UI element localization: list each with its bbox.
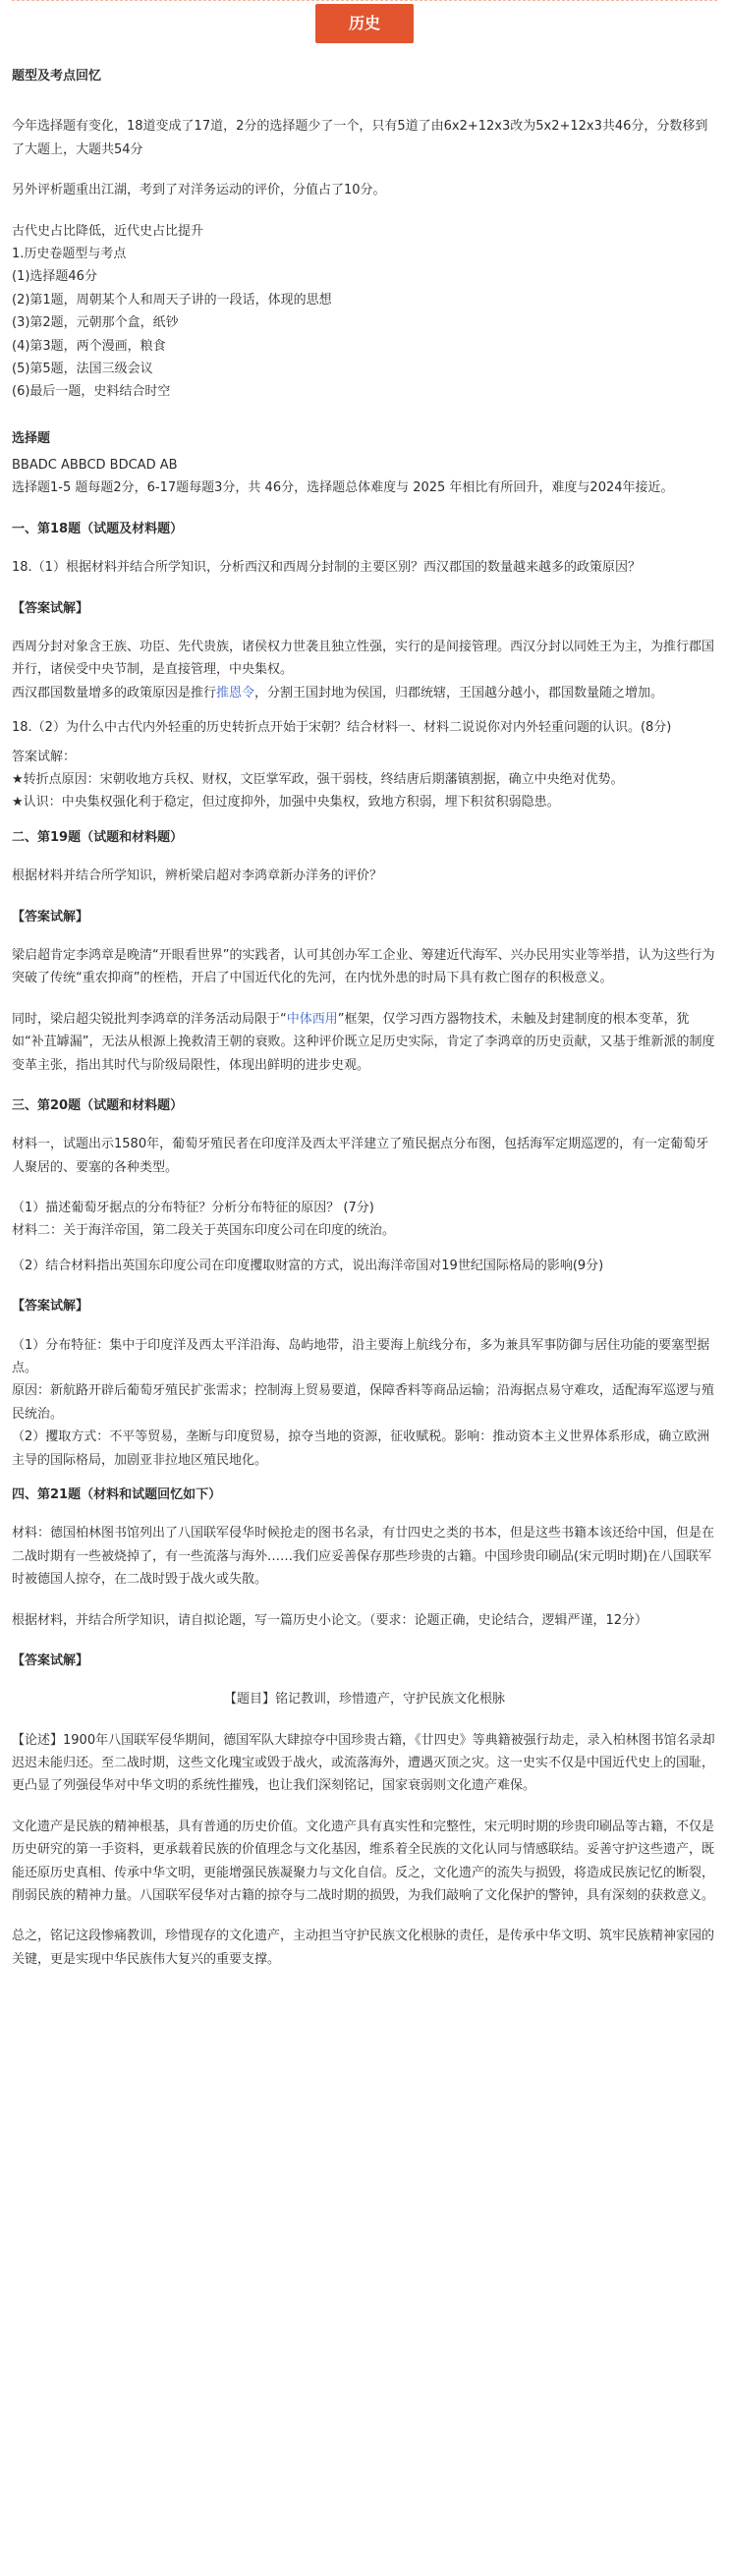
q20-material-2: 材料二：关于海洋帝国，第二段关于英国东印度公司在印度的统治。 <box>12 1223 396 1239</box>
essay-paragraph-2: 文化遗产是民族的精神根基，具有普通的历史价值。文化遗产具有真实性和完整性，宋元明时期的珍贵印刷品等古籍，不仅是历史研究的第一手资料，更承载着民族的价值理念与文化基因，维系着全民族的文化认同与情感联结。妥善守护这些遗产，既能还原历史真相、传承中华文明，更能增强民族凝聚力与文化自信。反之，文化遗产的流失与损毁，将造成民族记忆的断裂，削弱民族的精神力量。八国联军侵华对古籍的掠夺与二战时期的损毁，为我们敲响了文化保护的警钟，具有深刻的获救意义。 <box>12 1819 715 1904</box>
q20-answer-label: 【答案试解】 <box>12 1299 89 1315</box>
q19-answer-label: 【答案试解】 <box>12 909 89 924</box>
q21-answer-label: 【答案试解】 <box>12 1652 89 1668</box>
q18-answer-4: ★认识：中央集权强化利于稳定，但过度抑外，加强中央集权，致地方积弱，埋下积贫积弱隐患。 <box>12 795 560 811</box>
q18-answer-label: 【答案试解】 <box>12 600 89 616</box>
section-tab-history: 历史 <box>315 4 414 43</box>
q18-answer-3: ★转折点原因：宋朝收地方兵权、财权，文臣掌军政，强干弱枝，终结唐后期藩镇割据，确立中央绝对优势。 <box>12 771 624 787</box>
intro-list <box>12 220 717 404</box>
q19-heading: 二、第19题（试题和材料题） <box>12 829 184 845</box>
q20-answer-3: （2）攫取方式：不平等贸易，垄断与印度贸易，掠夺当地的资源，征收赋税。影响：推动资本主义世界体系形成，确立欧洲主导的国际格局，加剧亚非拉地区殖民地化。 <box>12 1429 710 1468</box>
q18-ref-label: 答案试解： <box>12 749 77 764</box>
q20-question-1: （1）描述葡萄牙据点的分布特征？分析分布特征的原因？ (7分) <box>12 1201 374 1216</box>
intro-line: (5)第5题，法国三级会议 <box>12 361 153 376</box>
q18-heading: 一、第18题（试题及材料题） <box>12 521 184 536</box>
q20-material-1: 材料一，试题出示1580年，葡萄牙殖民者在印度洋及西太平洋建立了殖民据点分布图，包括海军定期巡逻的，有一定葡萄牙人聚居的、要塞的各种类型。 <box>12 1137 709 1175</box>
essay-title: 【题目】铭记教训，珍惜遗产，守护民族文化根脉 <box>223 1692 505 1708</box>
tuienling-link[interactable]: 推恩令 <box>216 685 255 700</box>
q19-answer-2-text-end: ”框架，仅学习西方器物技术，未触及封建制度的根本变革，犹如“补苴罅漏”，无法从根源上挽救清王朝的衰败。这种评价既立足历史实际，肯定了李鸿章的历史贡献，又基于维新派的制度变革主张，指出其时代与阶级局限性，体现出鲜明的进步史观。 <box>12 1011 715 1073</box>
choice-description: 选择题1-5 题每题2分，6-17题每题3分，共 46分，选择题总体难度与 2025 年相比有所回升，难度与2024年接近。 <box>12 480 674 496</box>
q21-material: 材料：德国柏林图书馆列出了八国联军侵华时候抢走的图书名录，有廿四史之类的书本，但是这些书籍本该还给中国，但是在二战时期有一些被烧掉了，有一些流落与海外……我们应妥善保存那些珍贵的古籍。中国珍贵印刷品(宋元明时期)在八国联军时被德国人掠夺，在二战时毁于战火或失散。 <box>12 1526 715 1588</box>
zhongtixiyong-link[interactable]: 中体西用 <box>286 1011 338 1027</box>
intro-line: (1)选择题46分 <box>12 269 97 285</box>
q19-answer-2-text: 同时，梁启超尖锐批判李鸿章的洋务活动局限于“ <box>12 1011 287 1027</box>
q18-question-2: 18.（2）为什么中古代内外轻重的历史转折点开始于宋朝？结合材料一、材料二说说你对内外轻重问题的认识。(8分) <box>12 720 672 736</box>
header-divider <box>12 0 717 3</box>
choice-heading: 选择题 <box>12 430 51 446</box>
intro-line: 1.历史卷题型与考点 <box>12 246 127 261</box>
intro-heading: 题型及考点回忆 <box>12 69 102 84</box>
q19-answer-1: 梁启超肯定李鸿章是晚清“开眼看世界”的实践者，认可其创办军工企业、筹建近代海军、兴办民用实业等举措，认为这些行为突破了传统“重农抑商”的桎梏，开启了中国近代化的先河，在内忧外患的时局下具有救亡图存的积极意义。 <box>12 947 715 986</box>
q20-answer-1: （1）分布特征：集中于印度洋及西太平洋沿海、岛屿地带，沿主要海上航线分布，多为兼具军事防御与居住功能的要塞型据点。 <box>12 1337 710 1376</box>
essay-paragraph-3: 总之，铭记这段惨痛教训，珍惜现存的文化遗产，主动担当守护民族文化根脉的责任，是传承中华文明、筑牢民族精神家园的关键，更是实现中华民族伟大复兴的重要支撑。 <box>12 1929 715 1967</box>
q19-answer-2 <box>12 1008 717 1077</box>
q18-answer-2-text-end: ，分割王国封地为侯国，归郡统辖，王国越分越小，郡国数量随之增加。 <box>254 685 664 700</box>
q21-question: 根据材料，并结合所学知识，请自拟论题，写一篇历史小论文。（要求：论题正确，史论结合，逻辑严谨，12分） <box>12 1612 648 1628</box>
choice-answers: BBADC ABBCD BDCAD AB <box>12 458 178 474</box>
intro-paragraph-1: 今年选择题有变化，18道变成了17道，2分的选择题少了一个，只有5道了由6x2+12x3改为5x2+12x3共46分，分数移到了大题上，大题共54分 <box>12 119 708 157</box>
q18-answer-2 <box>12 682 717 704</box>
q20-answer-2: 原因：新航路开辟后葡萄牙殖民扩张需求；控制海上贸易要道，保障香料等商品运输；沿海据点易守难攻，适配海军巡逻与殖民统治。 <box>12 1383 715 1422</box>
section-header <box>12 0 717 53</box>
intro-paragraph-2: 另外评析题重出江湖，考到了对洋务运动的评价，分值占了10分。 <box>12 183 386 198</box>
intro-line: (4)第3题，两个漫画，粮食 <box>12 338 166 354</box>
q20-question-2: （2）结合材料指出英国东印度公司在印度攫取财富的方式，说出海洋帝国对19世纪国际格局的影响(9分) <box>12 1258 604 1273</box>
intro-line: (6)最后一题，史料结合时空 <box>12 384 171 400</box>
intro-line: 古代史占比降低，近代史占比提升 <box>12 223 204 239</box>
q18-answer-2-text: 西汉郡国数量增多的政策原因是推行 <box>12 685 217 700</box>
intro-line: (2)第1题，周朝某个人和周天子讲的一段话，体现的思想 <box>12 292 332 308</box>
q18-answer-1: 西周分封对象含王族、功臣、先代贵族，诸侯权力世袭且独立性强，实行的是间接管理。西汉分封以同姓王为主，为推行郡国并行，诸侯受中央节制，是直接管理，中央集权。 <box>12 640 715 678</box>
intro-line: (3)第2题，元朝那个盒，纸钞 <box>12 315 179 331</box>
q21-heading: 四、第21题（材料和试题回忆如下） <box>12 1486 222 1502</box>
q19-question: 根据材料并结合所学知识，辨析梁启超对李鸿章新办洋务的评价？ <box>12 868 383 884</box>
q18-question-1: 18.（1）根据材料并结合所学知识，分析西汉和西周分封制的主要区别？西汉郡国的数量越来越多的政策原因？ <box>12 560 641 576</box>
essay-paragraph-1: 【论述】1900年八国联军侵华期间，德国军队大肆掠夺中国珍贵古籍，《廿四史》等典籍被强行劫走，录入柏林图书馆名录却迟迟未能归还。至二战时期，这些文化瑰宝或毁于战火，或流落海外，遭遇灭顶之灾。这一史实不仅是中国近代史上的国耻，更凸显了列强侵华对中华文明的系统性摧残，也让我们深刻铭记，国家衰弱则文化遗产难保。 <box>12 1732 715 1794</box>
q20-heading: 三、第20题（试题和材料题） <box>12 1097 184 1113</box>
